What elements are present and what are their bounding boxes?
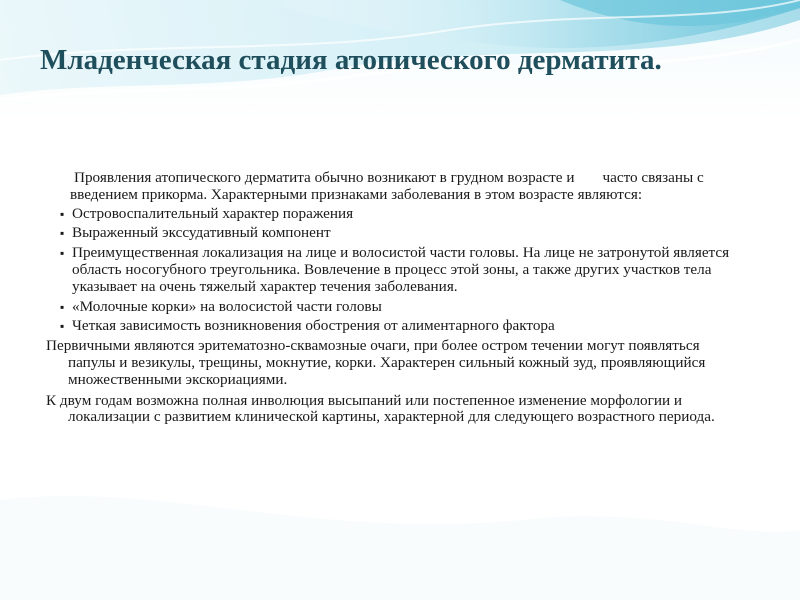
list-item [46, 225, 746, 242]
intro-text-part1: Проявления атопического дерматита обычно возникают в грудном возрасте и [74, 169, 575, 186]
bullet-text: «Молочные корки» на волосистой части головы [72, 297, 382, 315]
list-item [46, 318, 746, 335]
list-item [46, 206, 746, 223]
bullet-marker: ▪ [60, 206, 65, 221]
bullet-marker: ▪ [60, 319, 65, 334]
list-item [46, 245, 746, 295]
bullet-marker: ▪ [60, 226, 65, 241]
bullet-text: Островоспалительный характер поражения [72, 204, 354, 222]
intro-paragraph [70, 170, 746, 204]
bullet-text: Выраженный экссудативный компонент [72, 224, 331, 242]
list-item [46, 299, 746, 316]
paragraph-involution: К двум годам возможна полная инволюция высыпаний или постепенное изменение морфологии и локализации с развитием клинической картины, характерной для следующего возрастного периода. [46, 391, 715, 426]
bullet-list [46, 206, 746, 336]
bullet-marker: ▪ [60, 299, 65, 314]
slide-body [46, 170, 746, 430]
paragraph-primary-lesions: Первичными являются эритематозно-сквамозные очаги, при более остром течении могут появляться папулы и везикулы, трещины, мокнутие, корки. Характерен сильный кожный зуд, проявляющийся множественными экскориациями. [46, 337, 706, 388]
slide-title: Младенческая стадия атопического дерматита. [40, 44, 662, 76]
bullet-text: Преимущественная локализация на лице и волосистой части головы. На лице не затронутой является область носогубного треугольника. Вовлечение в процесс этой зоны, а также других участков тела указывает на очень тяжелый характер течения заболевания. [72, 244, 730, 295]
bullet-text: Четкая зависимость возникновения обострения от алиментарного фактора [72, 317, 555, 335]
intro-text-part2: часто связаны с введением прикорма. Характерными признаками заболевания в этом возрасте являются: [70, 169, 704, 203]
bullet-marker: ▪ [60, 246, 65, 261]
